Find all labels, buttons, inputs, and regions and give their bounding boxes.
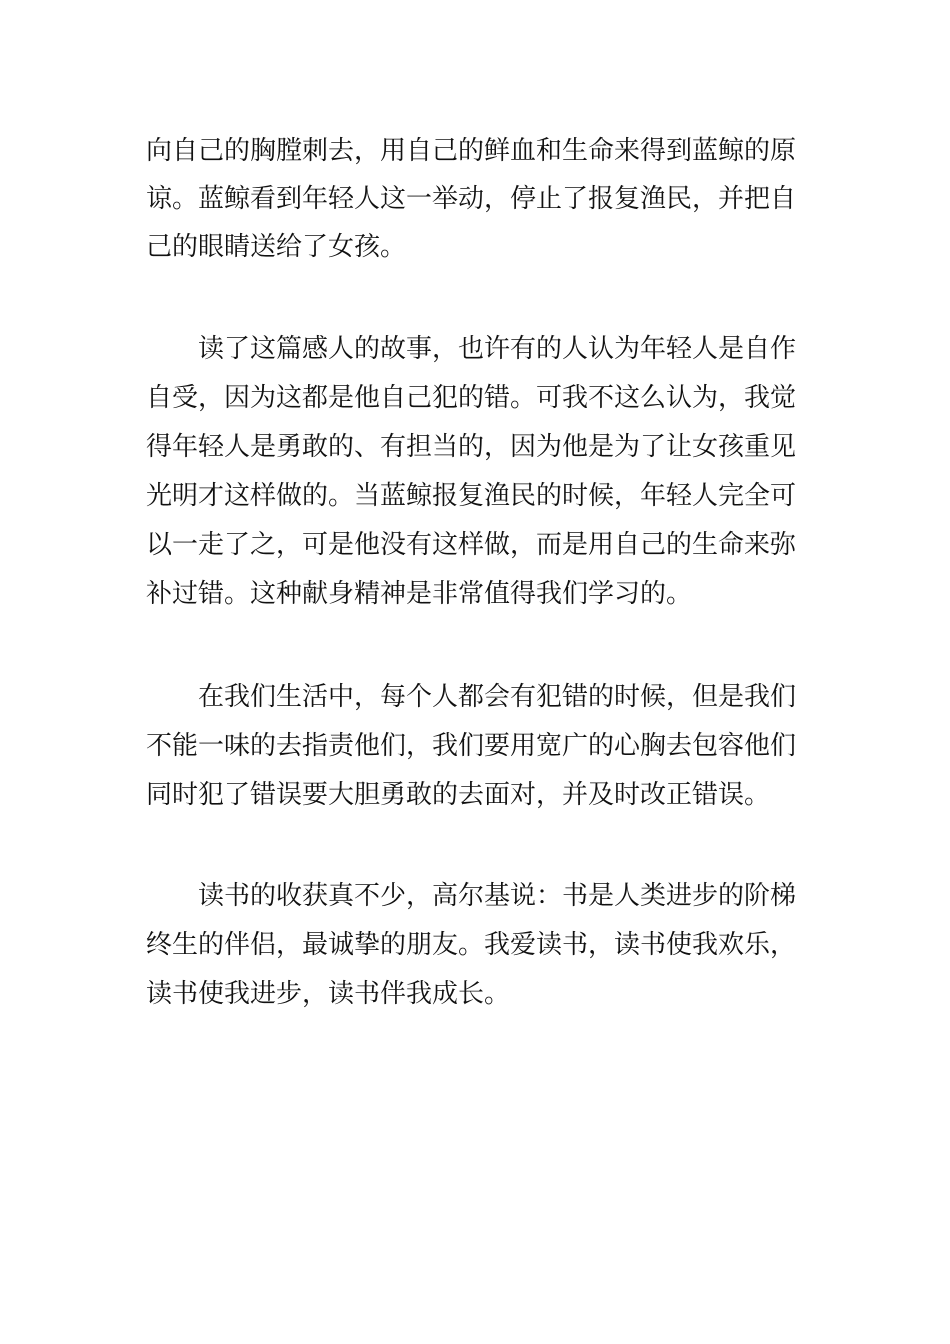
paragraph-3-line-3: 同时犯了错误要大胆勇敢的去面对，并及时改正错误。 <box>146 780 771 810</box>
paragraph-2-line-5: 以一走了之，可是他没有这样做，而是用自己的生命来弥 <box>146 530 797 560</box>
paragraph-4-line-3: 读书使我进步，读书伴我成长。 <box>146 979 511 1009</box>
paragraph-2-line-6: 补过错。这种献身精神是非常值得我们学习的。 <box>146 579 693 609</box>
paragraph-2-line-3: 得年轻人是勇敢的、有担当的，因为他是为了让女孩重见 <box>146 432 797 462</box>
paragraph-2-line-1: 读了这篇感人的故事，也许有的人认为年轻人是自作 <box>198 334 797 364</box>
paragraph-3-line-1: 在我们生活中，每个人都会有犯错的时候，但是我们 <box>198 682 797 712</box>
paragraph-1-line-1: 向自己的胸膛刺去，用自己的鲜血和生命来得到蓝鲸的原 <box>146 136 797 166</box>
paragraph-2-line-4: 光明才这样做的。当蓝鲸报复渔民的时候，年轻人完全可 <box>146 481 797 511</box>
paragraph-3-line-2: 不能一味的去指责他们，我们要用宽广的心胸去包容他们 <box>146 731 797 761</box>
paragraph-4-line-1: 读书的收获真不少，高尔基说：书是人类进步的阶梯 <box>198 881 797 911</box>
paragraph-4-line-2: 终生的伴侣，最诚挚的朋友。我爱读书，读书使我欢乐， <box>146 930 797 960</box>
paragraph-2-line-2: 自受，因为这都是他自己犯的错。可我不这么认为，我觉 <box>146 383 797 413</box>
paragraph-1-line-2: 谅。蓝鲸看到年轻人这一举动，停止了报复渔民，并把自 <box>146 184 797 214</box>
paragraph-1-line-3: 己的眼睛送给了女孩。 <box>146 232 407 262</box>
